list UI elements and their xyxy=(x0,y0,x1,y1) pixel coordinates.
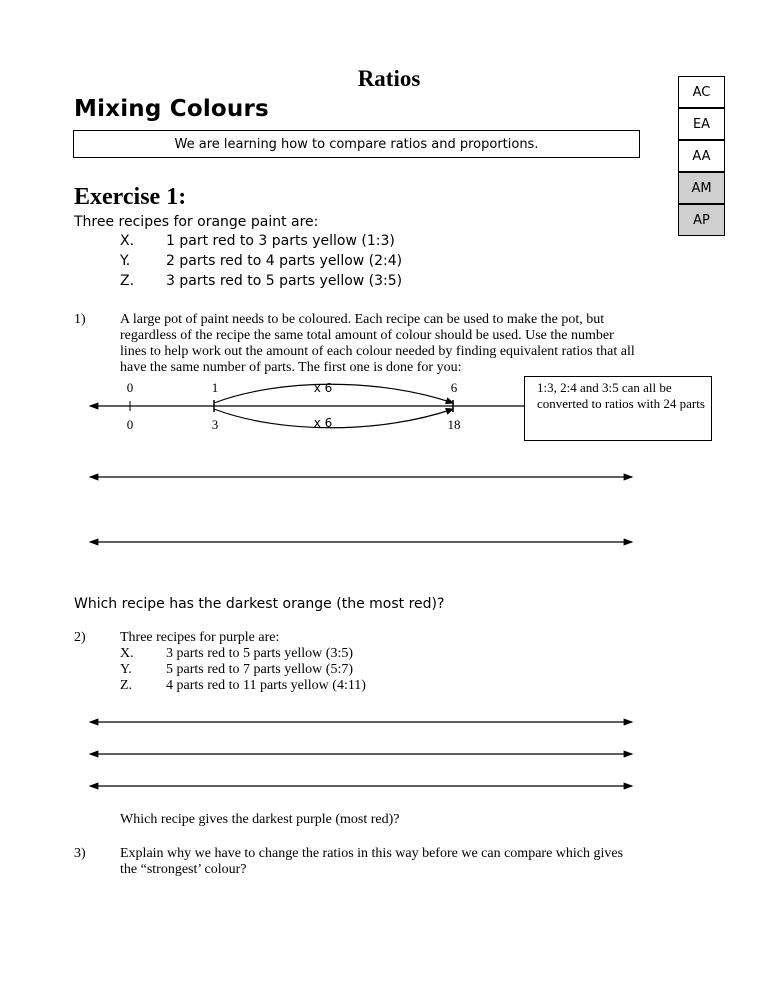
orange-recipe-text-x: 1 part red to 3 parts yellow (1:3) xyxy=(166,233,395,249)
level-ap-box: AP xyxy=(678,204,725,236)
question-1-line-2: regardless of the recipe the same total amount of colour should be used. Use the number xyxy=(120,328,614,343)
question-1-number: 1) xyxy=(74,312,86,327)
question-1-line-4: have the same number of parts. The first one is done for you: xyxy=(120,360,462,375)
purple-question: Which recipe gives the darkest purple (most red)? xyxy=(120,812,400,827)
multiplier-bottom-label: x 6 xyxy=(313,416,333,430)
times-six-arc-top xyxy=(214,384,453,403)
level-ea-box: EA xyxy=(678,108,725,140)
orange-recipe-text-y: 2 parts red to 4 parts yellow (2:4) xyxy=(166,253,403,269)
number-line-bottom-label: 3 xyxy=(211,417,219,432)
level-am-box: AM xyxy=(678,172,725,204)
question-3-number: 3) xyxy=(74,846,86,861)
hint-note-box: 1:3, 2:4 and 3:5 can all be converted to ratios with 24 parts xyxy=(524,376,712,441)
orange-recipe-text-z: 3 parts red to 5 parts yellow (3:5) xyxy=(166,273,403,289)
purple-recipe-letter-x: X. xyxy=(120,646,134,661)
question-1-line-3: lines to help work out the amount of each colour needed by finding equivalent ratios that all xyxy=(120,344,635,359)
orange-question: Which recipe has the darkest orange (the most red)? xyxy=(74,596,445,612)
number-line-bottom-label: 0 xyxy=(126,417,134,432)
question-3-line-1: Explain why we have to change the ratios in this way before we can compare which gives xyxy=(120,846,624,861)
times-six-arc-bottom xyxy=(214,409,453,428)
worksheet-subtitle: Mixing Colours xyxy=(74,96,269,122)
question-1-line-1: A large pot of paint needs to be coloured. Each recipe can be used to make the pot, but xyxy=(120,312,605,327)
number-line-bottom-label: 18 xyxy=(447,417,461,432)
page-title: Ratios xyxy=(357,66,421,91)
purple-recipes-intro: Three recipes for purple are: xyxy=(120,630,280,645)
number-line-top-label: 1 xyxy=(211,380,219,395)
level-aa-box: AA xyxy=(678,140,725,172)
orange-recipes-intro: Three recipes for orange paint are: xyxy=(74,214,319,230)
number-line-top-label: 0 xyxy=(126,380,134,395)
purple-recipe-text-x: 3 parts red to 5 parts yellow (3:5) xyxy=(166,646,354,661)
orange-recipe-letter-x: X. xyxy=(120,233,135,249)
purple-recipe-text-y: 5 parts red to 7 parts yellow (5:7) xyxy=(166,662,354,677)
exercise-heading: Exercise 1: xyxy=(74,184,187,210)
level-ac-box: AC xyxy=(678,76,725,108)
purple-recipe-letter-y: Y. xyxy=(120,662,132,677)
worked-number-line xyxy=(90,384,524,428)
number-line-top-label: 6 xyxy=(450,380,458,395)
purple-recipe-text-z: 4 parts red to 11 parts yellow (4:11) xyxy=(166,678,366,693)
learning-objective-box: We are learning how to compare ratios and proportions. xyxy=(73,130,640,158)
question-2-number: 2) xyxy=(74,630,86,645)
multiplier-top-label: x 6 xyxy=(313,381,333,395)
question-3-line-2: the “strongest’ colour? xyxy=(120,862,247,877)
purple-recipe-letter-z: Z. xyxy=(120,678,133,693)
orange-recipe-letter-y: Y. xyxy=(120,253,131,269)
orange-recipe-letter-z: Z. xyxy=(120,273,135,289)
